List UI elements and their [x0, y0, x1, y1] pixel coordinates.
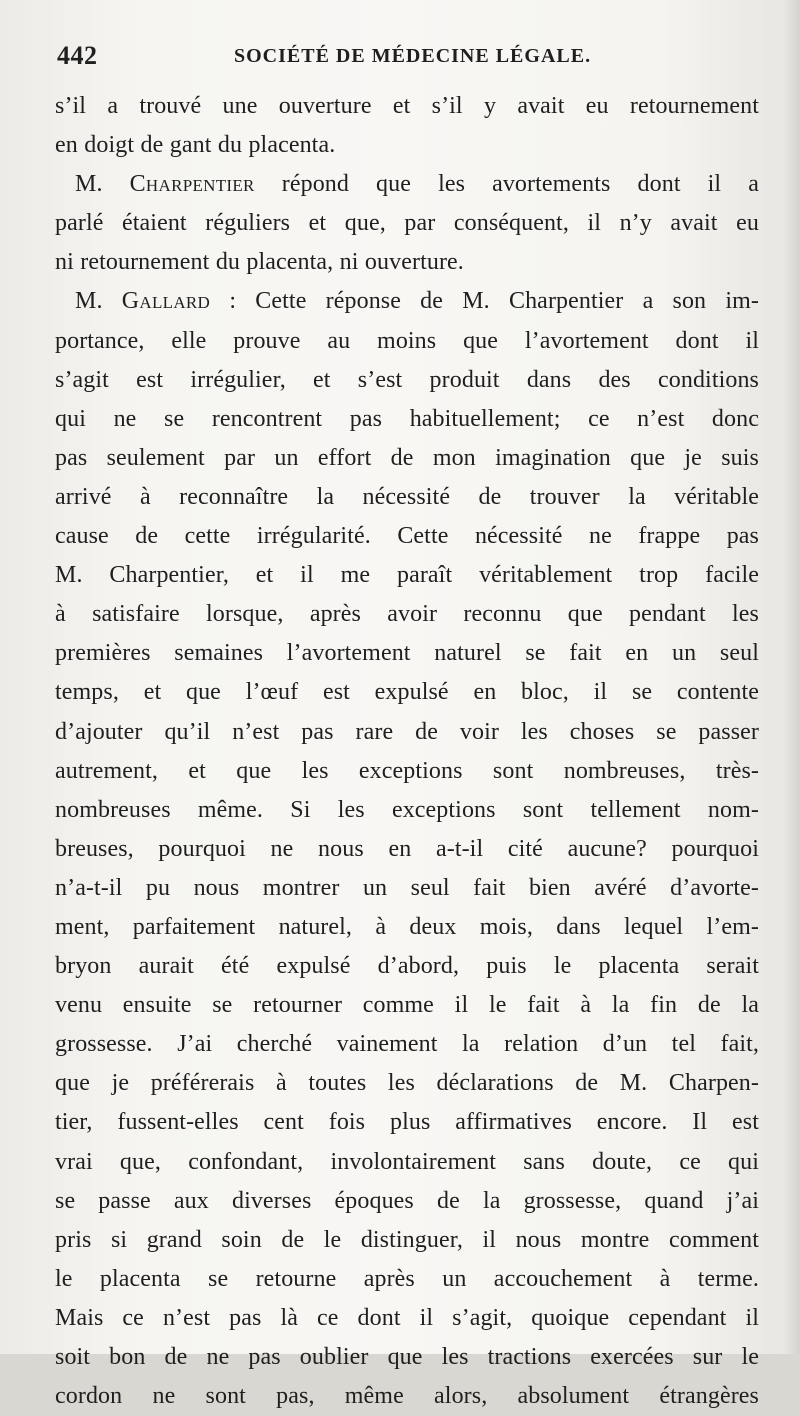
paragraph-3-line-3: s’agit est irrégulier, et s’est produit dans des conditions	[55, 366, 759, 393]
paragraph-3-line-14: nombreuses même. Si les exceptions sont tellement nom-	[55, 796, 759, 823]
paragraph-3-line-25: pris si grand soin de le distinguer, il nous montre comment	[55, 1226, 759, 1253]
paragraph-text: : Cette réponse de M. Charpentier a son im-	[210, 288, 759, 315]
paragraph-3-line-6: arrivé à reconnaître la nécessité de trouver la véritable	[55, 483, 759, 510]
paragraph-2-line-1	[55, 165, 759, 204]
paragraph-3-line-20: grossesse. J’ai cherché vainement la relation d’un tel fait,	[55, 1031, 759, 1058]
paragraph-3-line-8: M. Charpentier, et il me paraît véritablement trop facile	[55, 562, 759, 589]
paragraph-3-line-7: cause de cette irrégularité. Cette nécessité ne frappe pas	[55, 523, 759, 550]
paragraph-1-line-1: s’il a trouvé une ouverture et s’il y avait eu retournement	[55, 93, 759, 119]
paragraph-3-line-10: premières semaines l’avortement naturel se fait en un seul	[55, 640, 759, 667]
paragraph-1-line-2: en doigt de gant du placenta.	[55, 132, 336, 159]
paragraph-3-line-1	[55, 282, 759, 321]
page-number: 442	[57, 41, 98, 70]
paragraph-3-line-5: pas seulement par un effort de mon imagination que je suis	[55, 444, 759, 471]
paragraph-3-line-19: venu ensuite se retourner comme il le fait à la fin de la	[55, 992, 759, 1019]
paragraph-3-line-15: breuses, pourquoi ne nous en a-t-il cité aucune? pourquoi	[55, 835, 759, 862]
paragraph-3-line-29: cordon ne sont pas, même alors, absolument étrangères	[55, 1383, 759, 1410]
paragraph-3-line-12: d’ajouter qu’il n’est pas rare de voir les choses se passer	[55, 718, 759, 745]
paragraph-3-line-17: ment, parfaitement naturel, à deux mois, dans lequel l’em-	[55, 913, 759, 940]
speaker-name: Charpentier	[129, 171, 255, 198]
paragraph-3-line-4: qui ne se rencontrent pas habituellement; ce n’est donc	[55, 405, 759, 432]
speaker-name: Gallard	[121, 288, 211, 315]
paragraph-3-line-26: le placenta se retourne après un accouchement à terme.	[55, 1265, 759, 1292]
paragraph-3-line-27: Mais ce n’est pas là ce dont il s’agit, quoique cependant il	[55, 1304, 759, 1331]
body-text	[55, 87, 759, 1416]
paragraph-2-line-2: parlé étaient réguliers et que, par conséquent, il n’y avait eu	[55, 210, 759, 237]
paragraph-3-line-28: soit bon de ne pas oublier que les tractions exercées sur le	[55, 1344, 759, 1370]
paragraph-3-line-9: à satisfaire lorsque, après avoir reconnu que pendant les	[55, 601, 759, 628]
paragraph-3-line-24: se passe aux diverses époques de la grossesse, quand j’ai	[55, 1187, 759, 1214]
paragraph-3-line-2: portance, elle prouve au moins que l’avortement dont il	[55, 327, 759, 354]
paragraph-3-line-22: tier, fussent-elles cent fois plus affirmatives encore. Il est	[55, 1109, 759, 1136]
paragraph-3-line-23: vrai que, confondant, involontairement sans doute, ce qui	[55, 1148, 759, 1175]
paragraph-3-line-18: bryon aurait été expulsé d’abord, puis le placenta serait	[55, 953, 759, 980]
paragraph-text: répond que les avortements dont il a	[254, 171, 759, 198]
paragraph-3-line-16: n’a-t-il pu nous montrer un seul fait bien avéré d’avorte-	[55, 874, 759, 901]
paragraph-3-line-21: que je préférerais à toutes les déclarations de M. Charpen-	[55, 1070, 759, 1097]
speaker-prefix: M.	[75, 171, 130, 198]
running-title: SOCIÉTÉ DE MÉDECINE LÉGALE.	[234, 45, 592, 67]
speaker-prefix: M.	[75, 288, 122, 315]
paragraph-3-line-11: temps, et que l’œuf est expulsé en bloc, il se contente	[55, 679, 759, 706]
paragraph-2-line-3: ni retournement du placenta, ni ouverture.	[55, 249, 464, 276]
paragraph-3-line-13: autrement, et que les exceptions sont nombreuses, très-	[55, 757, 759, 784]
running-header	[57, 40, 756, 72]
